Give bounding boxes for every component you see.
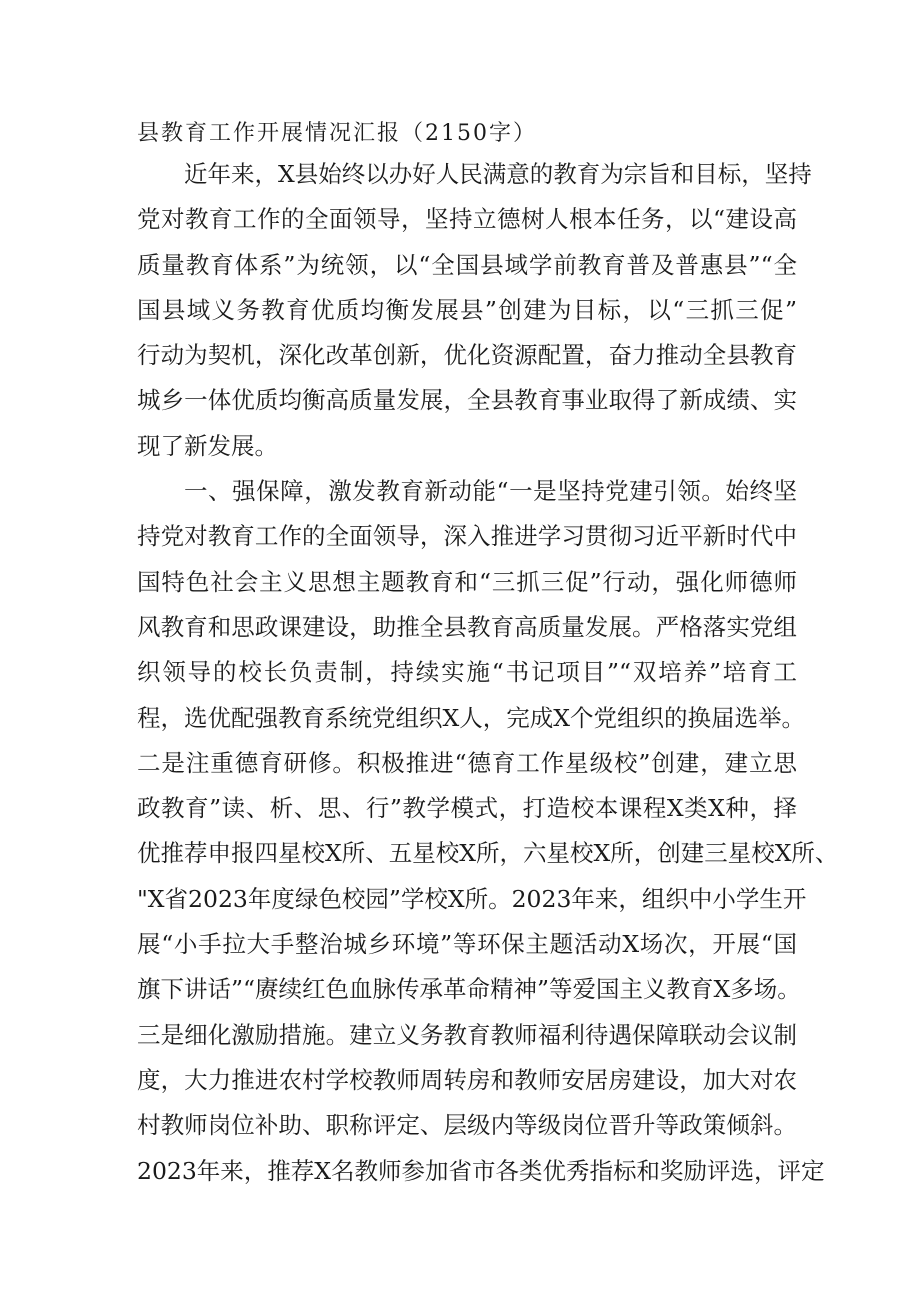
paragraph-line: 质量教育体系”为统领，以“全国县域学前教育普及普惠县”“全 [137,250,797,279]
paragraph-line: 现了新发展。 [137,431,278,460]
paragraph-line: 三是细化激励措施。建立义务教育教师福利待遇保障联动会议制 [137,1020,797,1049]
paragraph-line: 城乡一体优质均衡高质量发展，全县教育事业取得了新成绩、实 [137,386,797,415]
document-body [137,152,839,1194]
paragraph-line: 国县域义务教育优质均衡发展县”创建为目标，以“三抓三促” [137,295,797,324]
paragraph-line: 持党对教育工作的全面领导，深入推进学习贯彻习近平新时代中 [137,522,797,551]
paragraph-line: 优推荐申报四星校X所、五星校X所，六星校X所，创建三星校X所、 [137,839,839,868]
paragraph-line: 行动为契机，深化改革创新，优化资源配置，奋力推动全县教育 [137,341,797,370]
paragraph-line: 织领导的校长负责制，持续实施“书记项目”“双培养”培育工 [137,658,797,687]
paragraph-line: 旗下讲话”“赓续红色血脉传承革命精神”等爱国主义教育X多场。 [137,975,801,1004]
paragraph-line: 国特色社会主义思想主题教育和“三抓三促”行动，强化师德师 [137,567,797,596]
paragraph-line: 党对教育工作的全面领导，坚持立德树人根本任务，以“建设高 [137,205,797,234]
paragraph-line: 近年来，X县始终以办好人民满意的教育为宗旨和目标，坚持 [184,160,812,188]
paragraph-line: 政教育”读、析、思、行”教学模式，打造校本课程X类X种，择 [137,794,797,823]
paragraph-line: 一、强保障，激发教育新动能“一是坚持党建引领。始终坚 [184,477,797,506]
paragraph-line: 程，选优配强教育系统党组织X人，完成X个党组织的换届选举。 [137,703,805,732]
paragraph-line: 风教育和思政课建设，助推全县教育高质量发展。严格落实党组 [137,612,797,641]
paragraph-line: 2023年来，推荐X名教师参加省市各类优秀指标和奖励评选，评定 [137,1156,825,1185]
paragraph-line: 展“小手拉大手整治城乡环境”等环保主题活动X场次，开展“国 [137,930,797,959]
paragraph-line: 二是注重德育研修。积极推进“德育工作星级校”创建，建立思 [137,748,797,777]
paragraph-line: 村教师岗位补助、职称评定、层级内等级岗位晋升等政策倾斜。 [137,1111,797,1140]
paragraph-line: "X省2023年度绿色校园”学校X所。2023年来，组织中小学生开 [137,884,807,913]
document-title: 县教育工作开展情况汇报（2150字） [137,121,537,146]
paragraph-line: 度，大力推进农村学校教师周转房和教师安居房建设，加大对农 [137,1065,797,1094]
